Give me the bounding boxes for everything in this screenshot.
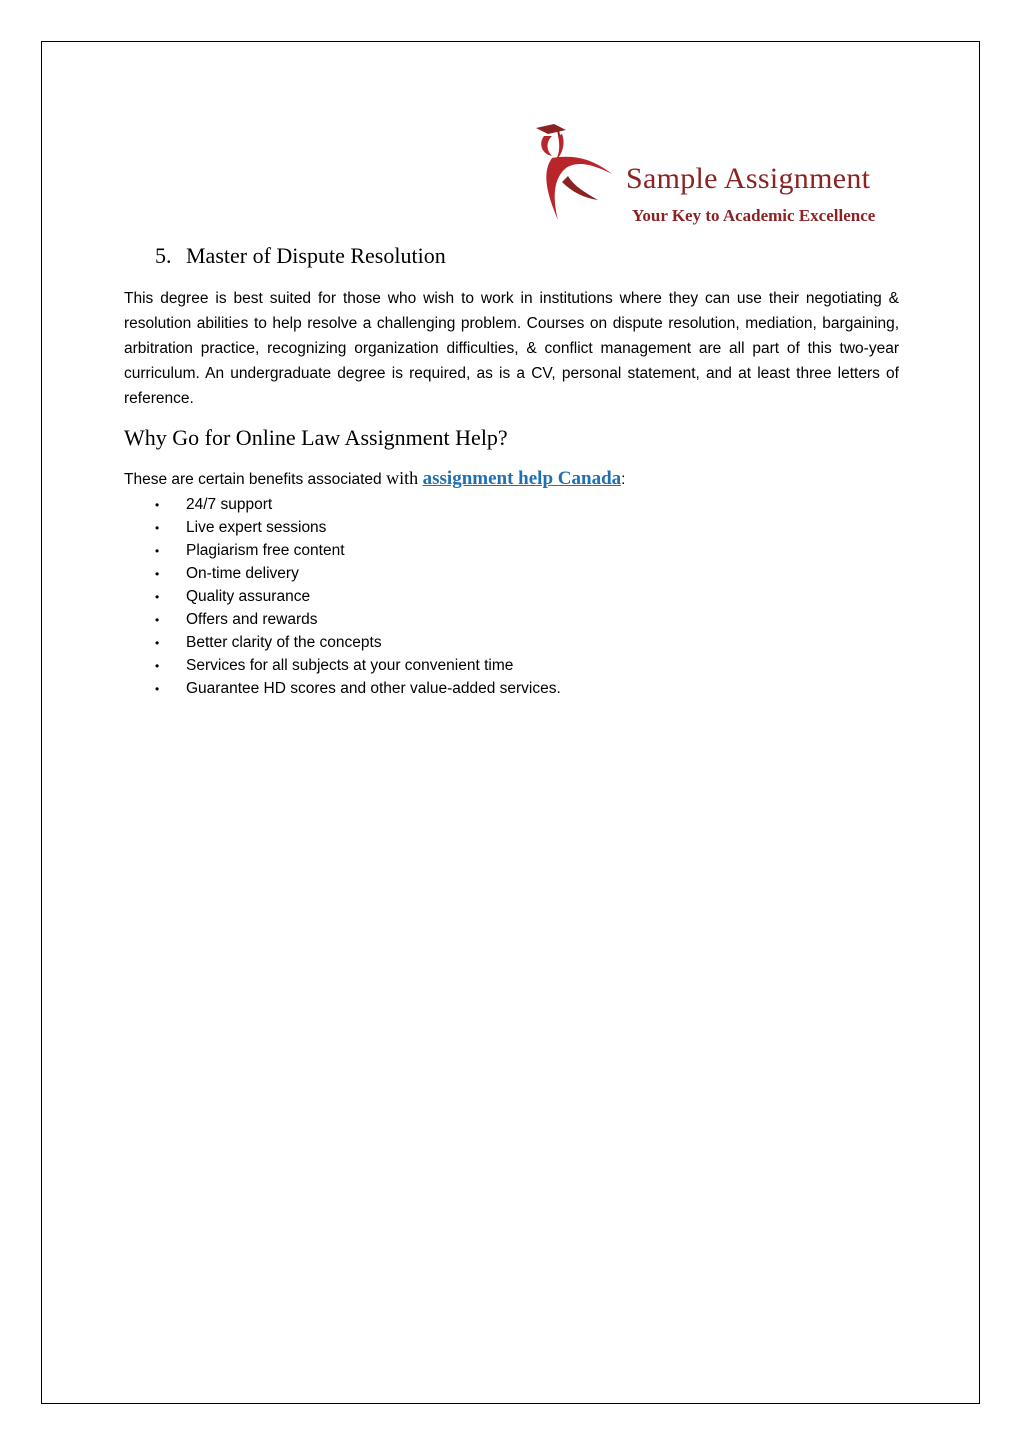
list-item-text: 24/7 support — [186, 496, 273, 513]
list-item-text: Guarantee HD scores and other value-added services. — [186, 680, 561, 697]
list-item — [155, 493, 561, 516]
assignment-help-canada-link[interactable]: assignment help Canada — [422, 468, 622, 489]
list-item — [155, 562, 561, 585]
logo-figure-icon — [532, 122, 624, 226]
list-item — [155, 516, 561, 539]
section-number: 5. — [155, 243, 172, 268]
why-heading: Why Go for Online Law Assignment Help? — [124, 425, 508, 450]
bullet-icon: • — [155, 544, 160, 558]
list-item — [155, 631, 561, 654]
bullet-icon: • — [155, 659, 160, 673]
bullet-icon: • — [155, 682, 160, 696]
benefits-intro — [124, 468, 625, 490]
benefits-list — [155, 493, 561, 700]
list-item-text: Better clarity of the concepts — [186, 634, 382, 651]
logo-tagline: Your Key to Academic Excellence — [632, 206, 876, 225]
list-item-text: Live expert sessions — [186, 519, 327, 536]
section-title: Master of Dispute Resolution — [186, 243, 446, 268]
intro-with: with — [381, 468, 423, 488]
bullet-icon: • — [155, 521, 160, 535]
list-item-text: Offers and rewards — [186, 611, 318, 628]
list-item — [155, 539, 561, 562]
logo-name: Sample Assignment — [626, 162, 871, 195]
list-item-text: Quality assurance — [186, 588, 311, 605]
list-item — [155, 677, 561, 700]
section-paragraph: This degree is best suited for those who wish to work in institutions where they can use their negotiating & resolution abilities to help resolve a challenging problem. Courses on dispute resolution, mediation, bargaining, arbitration practice, recognizing organization difficulties, & conflict management are all part of this two-year curriculum. An undergraduate degree is required, as is a CV, personal statement, and at least three letters of reference. — [124, 290, 899, 407]
intro-prefix: These are certain benefits associated — [124, 471, 382, 488]
list-item-text: On-time delivery — [186, 565, 299, 582]
bullet-icon: • — [155, 590, 160, 604]
intro-suffix: : — [621, 471, 626, 488]
list-item — [155, 654, 561, 677]
bullet-icon: • — [155, 636, 160, 650]
section-heading — [155, 243, 446, 269]
sample-assignment-logo — [532, 122, 900, 230]
list-item — [155, 608, 561, 631]
list-item-text: Plagiarism free content — [186, 542, 345, 559]
bullet-icon: • — [155, 567, 160, 581]
bullet-icon: • — [155, 613, 160, 627]
list-item-text: Services for all subjects at your convenient time — [186, 657, 514, 674]
list-item — [155, 585, 561, 608]
bullet-icon: • — [155, 498, 160, 512]
